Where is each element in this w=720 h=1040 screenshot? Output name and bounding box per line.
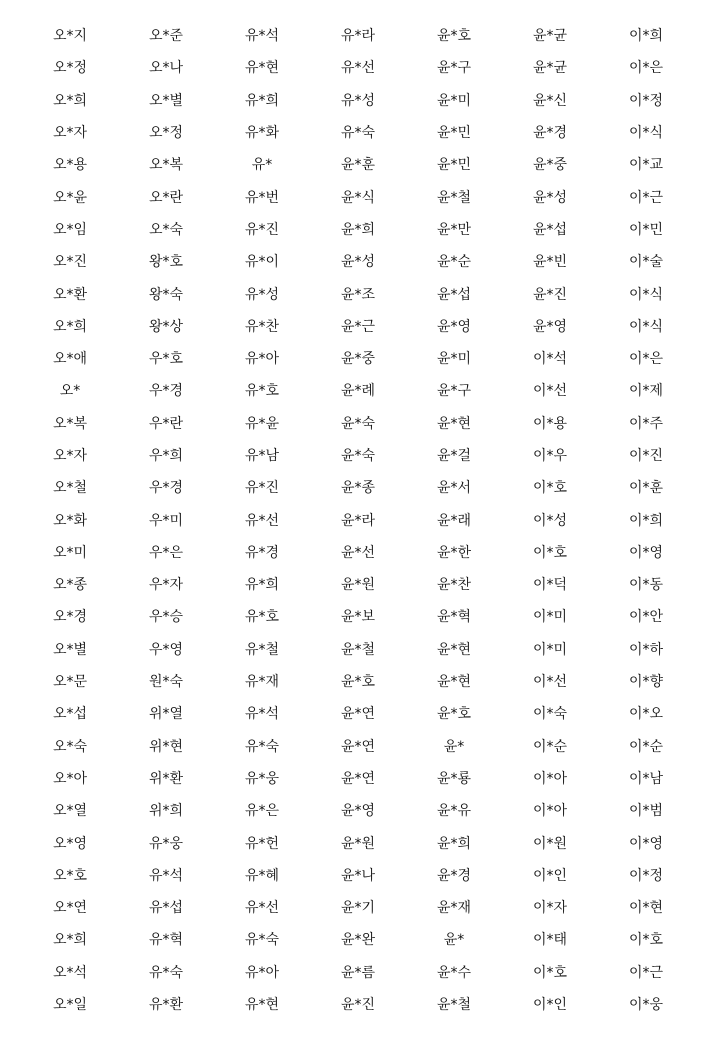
name-cell: 유*숙 <box>244 738 280 755</box>
name-cell: 오*환 <box>52 286 88 303</box>
name-cell: 윤*경 <box>436 867 472 884</box>
name-cell: 위*열 <box>148 706 184 723</box>
name-cell: 우*영 <box>148 641 184 658</box>
name-cell: 이*덕 <box>532 577 568 594</box>
name-cell: 오*지 <box>52 28 88 45</box>
name-cell: 윤*영 <box>340 803 376 820</box>
name-cell: 윤*경 <box>532 125 568 142</box>
name-cell: 이*인 <box>532 997 568 1014</box>
name-cell: 윤*례 <box>340 383 376 400</box>
name-cell: 유*숙 <box>340 125 376 142</box>
name-cell: 유*선 <box>244 512 280 529</box>
name-cell: 윤*민 <box>436 157 472 174</box>
name-cell: 유*라 <box>340 28 376 45</box>
name-cell: 윤*순 <box>436 254 472 271</box>
name-cell: 유*숙 <box>148 964 184 981</box>
name-cell: 윤*호 <box>436 706 472 723</box>
name-cell: 윤*연 <box>340 706 376 723</box>
name-cell: 윤*희 <box>436 835 472 852</box>
name-cell: 유*성 <box>244 286 280 303</box>
name-cell: 윤*영 <box>436 318 472 335</box>
name-cell: 유*현 <box>244 997 280 1014</box>
name-cell: 유*경 <box>244 544 280 561</box>
name-cell: 이*호 <box>532 480 568 497</box>
name-cell: 윤*원 <box>340 835 376 852</box>
name-cell: 윤*완 <box>340 932 376 949</box>
name-cell: 윤*중 <box>340 351 376 368</box>
name-cell: 오*희 <box>52 932 88 949</box>
name-cell: 우*은 <box>148 544 184 561</box>
name-cell: 오*용 <box>52 157 88 174</box>
name-cell: 윤* <box>443 932 465 949</box>
name-cell: 이*인 <box>532 867 568 884</box>
name-cell: 이*진 <box>628 448 664 464</box>
name-cell: 오*열 <box>52 803 88 820</box>
name-cell: 유*숙 <box>244 932 280 949</box>
name-cell: 오*별 <box>148 92 184 109</box>
name-cell: 윤*연 <box>340 738 376 755</box>
name-cell: 이*원 <box>532 835 568 852</box>
name-cell: 윤*균 <box>532 28 568 45</box>
name-cell: 우*호 <box>148 351 184 368</box>
name-cell: 유*웅 <box>148 835 184 852</box>
name-cell: 유*석 <box>244 28 280 45</box>
name-cell: 유*석 <box>148 867 184 884</box>
name-cell: 이*교 <box>628 157 664 174</box>
name-cell: 이*향 <box>628 674 664 691</box>
name-cell: 유*희 <box>244 577 280 594</box>
name-cell: 이*훈 <box>628 480 664 497</box>
name-cell: 유*아 <box>244 351 280 368</box>
name-cell: 윤*성 <box>340 254 376 271</box>
name-cell: 유*성 <box>340 92 376 109</box>
name-cell: 이*은 <box>628 351 664 368</box>
name-cell: 이*미 <box>532 641 568 658</box>
name-cell: 윤*철 <box>340 641 376 658</box>
name-cell: 윤*라 <box>340 512 376 529</box>
name-cell: 이*호 <box>532 544 568 561</box>
name-cell: 윤*보 <box>340 609 376 626</box>
name-cell: 오*나 <box>148 60 184 77</box>
name-cell: 이*하 <box>628 641 664 658</box>
name-cell: 오*영 <box>52 835 88 852</box>
name-cell: 윤*진 <box>532 286 568 303</box>
name-cell: 이*우 <box>532 448 568 464</box>
name-cell: 윤*수 <box>436 964 472 981</box>
name-cell: 윤*선 <box>340 544 376 561</box>
name-cell: 유*번 <box>244 189 280 206</box>
name-cell: 이*태 <box>532 932 568 949</box>
name-cell: 유*철 <box>244 641 280 658</box>
name-cell: 이*순 <box>532 738 568 755</box>
name-cell: 이*미 <box>532 609 568 626</box>
name-cell: 오*화 <box>52 512 88 529</box>
name-cell: 오*경 <box>52 609 88 626</box>
name-cell: 윤*구 <box>436 60 472 77</box>
name-cell: 오*희 <box>52 318 88 335</box>
name-cell: 윤*민 <box>436 125 472 142</box>
name-cell: 오*자 <box>52 448 88 464</box>
name-cell: 이*정 <box>628 867 664 884</box>
name-cell: 오*란 <box>148 189 184 206</box>
name-cell: 윤*조 <box>340 286 376 303</box>
name-cell: 윤*나 <box>340 867 376 884</box>
name-cell: 윤*원 <box>340 577 376 594</box>
name-cell: 윤*재 <box>436 900 472 917</box>
name-cell: 이*영 <box>628 544 664 561</box>
name-cell: 오*섭 <box>52 706 88 723</box>
name-cell: 윤*혁 <box>436 609 472 626</box>
name-cell: 우*승 <box>148 609 184 626</box>
name-cell: 원*숙 <box>148 674 184 691</box>
name-cell: 오*숙 <box>148 221 184 238</box>
name-cell: 윤*연 <box>340 770 376 787</box>
name-cell: 우*미 <box>148 512 184 529</box>
name-cell: 우*경 <box>148 383 184 400</box>
name-cell: 오*희 <box>52 92 88 109</box>
name-cell: 이*동 <box>628 577 664 594</box>
name-cell: 유*현 <box>244 60 280 77</box>
name-cell: 이*아 <box>532 770 568 787</box>
name-cell: 이*안 <box>628 609 664 626</box>
name-cell: 유*선 <box>340 60 376 77</box>
name-cell: 오*복 <box>52 415 88 432</box>
name-cell: 윤*섭 <box>532 221 568 238</box>
name-cell: 이*식 <box>628 286 664 303</box>
name-cell: 윤*섭 <box>436 286 472 303</box>
name-cell: 이*현 <box>628 900 664 917</box>
name-cell: 오*숙 <box>52 738 88 755</box>
name-cell: 이*오 <box>628 706 664 723</box>
name-cell: 윤*진 <box>340 997 376 1014</box>
name-cell: 오*연 <box>52 900 88 917</box>
name-cell: 오*문 <box>52 674 88 691</box>
name-cell: 이*민 <box>628 221 664 238</box>
name-cell: 윤*구 <box>436 383 472 400</box>
name-cell: 유*석 <box>244 706 280 723</box>
name-cell: 오*애 <box>52 351 88 368</box>
name-cell: 유*헌 <box>244 835 280 852</box>
name-cell: 오*복 <box>148 157 184 174</box>
name-cell: 유*은 <box>244 803 280 820</box>
name-cell: 이*용 <box>532 415 568 432</box>
name-cell: 이*희 <box>628 512 664 529</box>
name-cell: 유*웅 <box>244 770 280 787</box>
name-cell: 유*진 <box>244 480 280 497</box>
name-cell: 이*식 <box>628 318 664 335</box>
name-cell: 이*은 <box>628 60 664 77</box>
name-cell: 오* <box>59 383 81 400</box>
name-cell: 위*현 <box>148 738 184 755</box>
name-cell: 유*찬 <box>244 318 280 335</box>
name-cell: 오*정 <box>148 125 184 142</box>
name-cell: 유*선 <box>244 900 280 917</box>
name-cell: 윤*종 <box>340 480 376 497</box>
name-cell: 오*윤 <box>52 189 88 206</box>
name-cell: 이*정 <box>628 92 664 109</box>
name-cell: 유*남 <box>244 448 280 464</box>
name-cell: 이*희 <box>628 28 664 45</box>
name-cell: 윤*미 <box>436 351 472 368</box>
name-cell: 유* <box>251 157 273 174</box>
name-cell: 이*영 <box>628 835 664 852</box>
name-cell: 윤*기 <box>340 900 376 917</box>
name-cell: 위*희 <box>148 803 184 820</box>
name-cell: 우*경 <box>148 480 184 497</box>
name-cell: 이*순 <box>628 738 664 755</box>
name-cell: 윤*철 <box>436 997 472 1014</box>
name-cell: 오*일 <box>52 997 88 1014</box>
name-cell: 우*희 <box>148 448 184 464</box>
name-cell: 유*희 <box>244 92 280 109</box>
name-cell: 우*자 <box>148 577 184 594</box>
name-cell: 윤*식 <box>340 189 376 206</box>
name-cell: 윤*호 <box>340 674 376 691</box>
name-cell: 윤*름 <box>340 964 376 981</box>
name-cell: 유*섭 <box>148 900 184 917</box>
name-cell: 이*호 <box>532 964 568 981</box>
name-cell: 이*선 <box>532 383 568 400</box>
name-cell: 윤*걸 <box>436 448 472 464</box>
name-cell: 유*혁 <box>148 932 184 949</box>
name-cell: 오*아 <box>52 770 88 787</box>
name-cell: 이*웅 <box>628 997 664 1014</box>
name-cell: 윤*숙 <box>340 448 376 464</box>
name-cell: 이*성 <box>532 512 568 529</box>
name-cell: 윤*중 <box>532 157 568 174</box>
name-cell: 윤*영 <box>532 318 568 335</box>
name-cell: 왕*상 <box>148 318 184 335</box>
name-cell: 위*환 <box>148 770 184 787</box>
name-cell: 윤*현 <box>436 415 472 432</box>
name-cell: 윤*빈 <box>532 254 568 271</box>
name-cell: 오*자 <box>52 125 88 142</box>
name-cell: 윤*유 <box>436 803 472 820</box>
name-cell: 유*아 <box>244 964 280 981</box>
name-cell: 이*근 <box>628 964 664 981</box>
name-cell: 윤*서 <box>436 480 472 497</box>
name-cell: 유*환 <box>148 997 184 1014</box>
name-cell: 윤*철 <box>436 189 472 206</box>
name-cell: 윤*희 <box>340 221 376 238</box>
name-cell: 윤*훈 <box>340 157 376 174</box>
name-cell: 유*진 <box>244 221 280 238</box>
name-cell: 오*별 <box>52 641 88 658</box>
name-cell: 윤*현 <box>436 641 472 658</box>
name-cell: 윤* <box>443 738 465 755</box>
name-cell: 이*술 <box>628 254 664 271</box>
name-cell: 우*란 <box>148 415 184 432</box>
name-cell: 이*자 <box>532 900 568 917</box>
name-cell: 오*정 <box>52 60 88 77</box>
name-cell: 이*제 <box>628 383 664 400</box>
name-cell: 오*진 <box>52 254 88 271</box>
name-cell: 오*준 <box>148 28 184 45</box>
name-cell: 유*호 <box>244 609 280 626</box>
name-cell: 윤*현 <box>436 674 472 691</box>
name-cell: 윤*찬 <box>436 577 472 594</box>
name-cell: 이*주 <box>628 415 664 432</box>
name-cell: 이*아 <box>532 803 568 820</box>
name-cell: 오*호 <box>52 867 88 884</box>
name-cell: 윤*룡 <box>436 770 472 787</box>
name-cell: 오*미 <box>52 544 88 561</box>
name-cell: 윤*균 <box>532 60 568 77</box>
name-cell: 오*임 <box>52 221 88 238</box>
name-cell: 윤*래 <box>436 512 472 529</box>
name-cell: 오*철 <box>52 480 88 497</box>
name-cell: 이*범 <box>628 803 664 820</box>
name-cell: 이*선 <box>532 674 568 691</box>
name-cell: 이*남 <box>628 770 664 787</box>
name-cell: 오*석 <box>52 964 88 981</box>
name-cell: 유*윤 <box>244 415 280 432</box>
name-cell: 윤*근 <box>340 318 376 335</box>
name-cell: 윤*호 <box>436 28 472 45</box>
name-cell: 윤*신 <box>532 92 568 109</box>
name-cell: 유*호 <box>244 383 280 400</box>
name-cell: 윤*만 <box>436 221 472 238</box>
name-cell: 윤*한 <box>436 544 472 561</box>
name-grid <box>22 20 694 1021</box>
name-cell: 오*종 <box>52 577 88 594</box>
name-cell: 유*화 <box>244 125 280 142</box>
name-cell: 윤*성 <box>532 189 568 206</box>
name-cell: 왕*숙 <box>148 286 184 303</box>
name-cell: 이*숙 <box>532 706 568 723</box>
name-cell: 이*호 <box>628 932 664 949</box>
name-cell: 이*식 <box>628 125 664 142</box>
name-cell: 왕*호 <box>148 254 184 271</box>
name-cell: 유*혜 <box>244 867 280 884</box>
name-cell: 윤*숙 <box>340 415 376 432</box>
name-cell: 유*이 <box>244 254 280 271</box>
name-cell: 윤*미 <box>436 92 472 109</box>
name-cell: 이*근 <box>628 189 664 206</box>
name-cell: 유*재 <box>244 674 280 691</box>
name-cell: 이*석 <box>532 351 568 368</box>
